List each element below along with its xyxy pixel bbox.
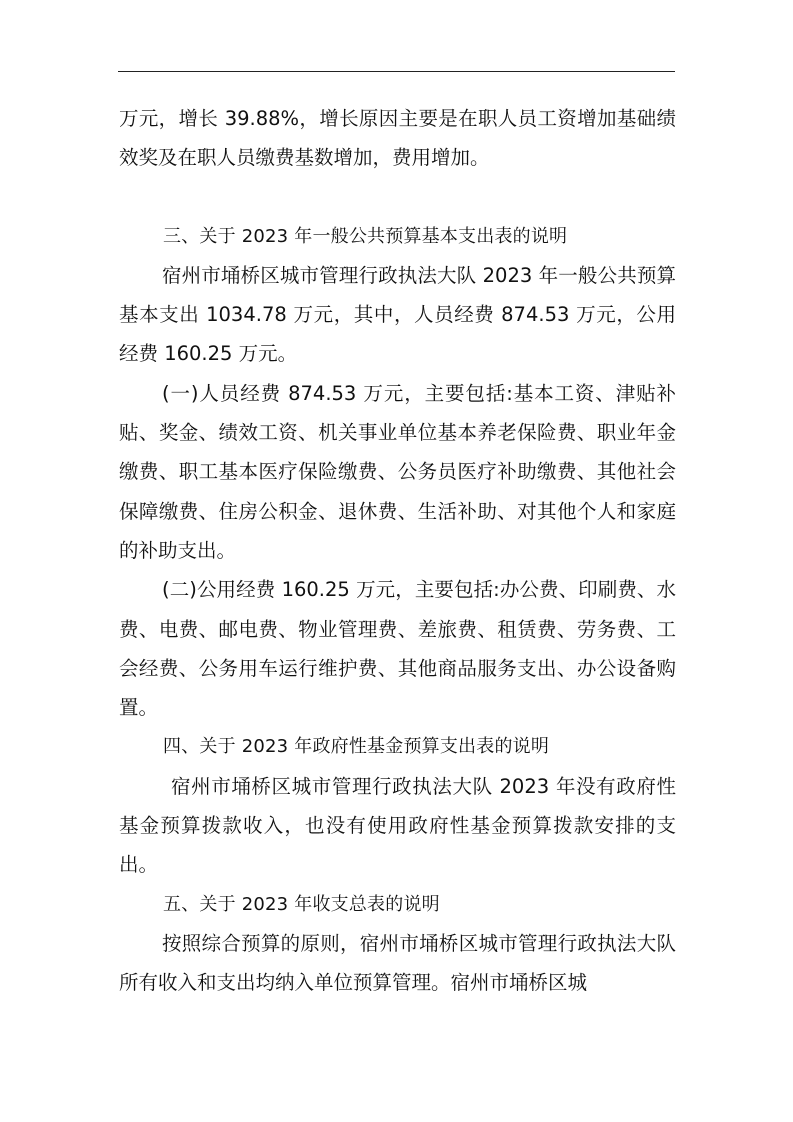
- section-heading-3: 三、关于 2023 年一般公共预算基本支出表的说明: [163, 225, 568, 247]
- paragraph-basic-expenditure: 宿州市埇桥区城市管理行政执法大队 2023 年一般公共预算基本支出 1034.78 万元，其中，人员经费 874.53 万元，公用经费 160.25 万元。: [119, 263, 676, 366]
- document-body: [119, 99, 676, 1003]
- section-heading-5: 五、关于 2023 年收支总表的说明: [163, 893, 440, 915]
- paragraph-personnel-expenses: (一)人员经费 874.53 万元，主要包括:基本工资、津贴补贴、奖金、绩效工资、机关事业单位基本养老保险费、职业年金缴费、职工基本医疗保险缴费、公务员医疗补助缴费、其他社会保障缴费、住房公积金、退休费、生活补助、对其他个人和家庭的补助支出。: [119, 381, 676, 562]
- paragraph-public-expenses: (二)公用经费 160.25 万元，主要包括:办公费、印刷费、水费、电费、邮电费、物业管理费、差旅费、租赁费、劳务费、工会经费、公务用车运行维护费、其他商品服务支出、办公设备购置。: [119, 578, 676, 720]
- paragraph-government-fund: 宿州市埇桥区城市管理行政执法大队 2023 年没有政府性基金预算拨款收入，也没有使用政府性基金预算拨款安排的支出。: [119, 774, 676, 877]
- header-rule: [118, 71, 675, 72]
- paragraph-budget-principle: 按照综合预算的原则，宿州市埇桥区城市管理行政执法大队所有收入和支出均纳入单位预算管理。宿州市埇桥区城: [119, 931, 676, 995]
- section-spacer: [119, 178, 676, 217]
- paragraph-continuation: 万元，增长 39.88%，增长原因主要是在职人员工资增加基础绩效奖及在职人员缴费基数增加，费用增加。: [119, 107, 676, 170]
- section-heading-4: 四、关于 2023 年政府性基金预算支出表的说明: [163, 736, 550, 758]
